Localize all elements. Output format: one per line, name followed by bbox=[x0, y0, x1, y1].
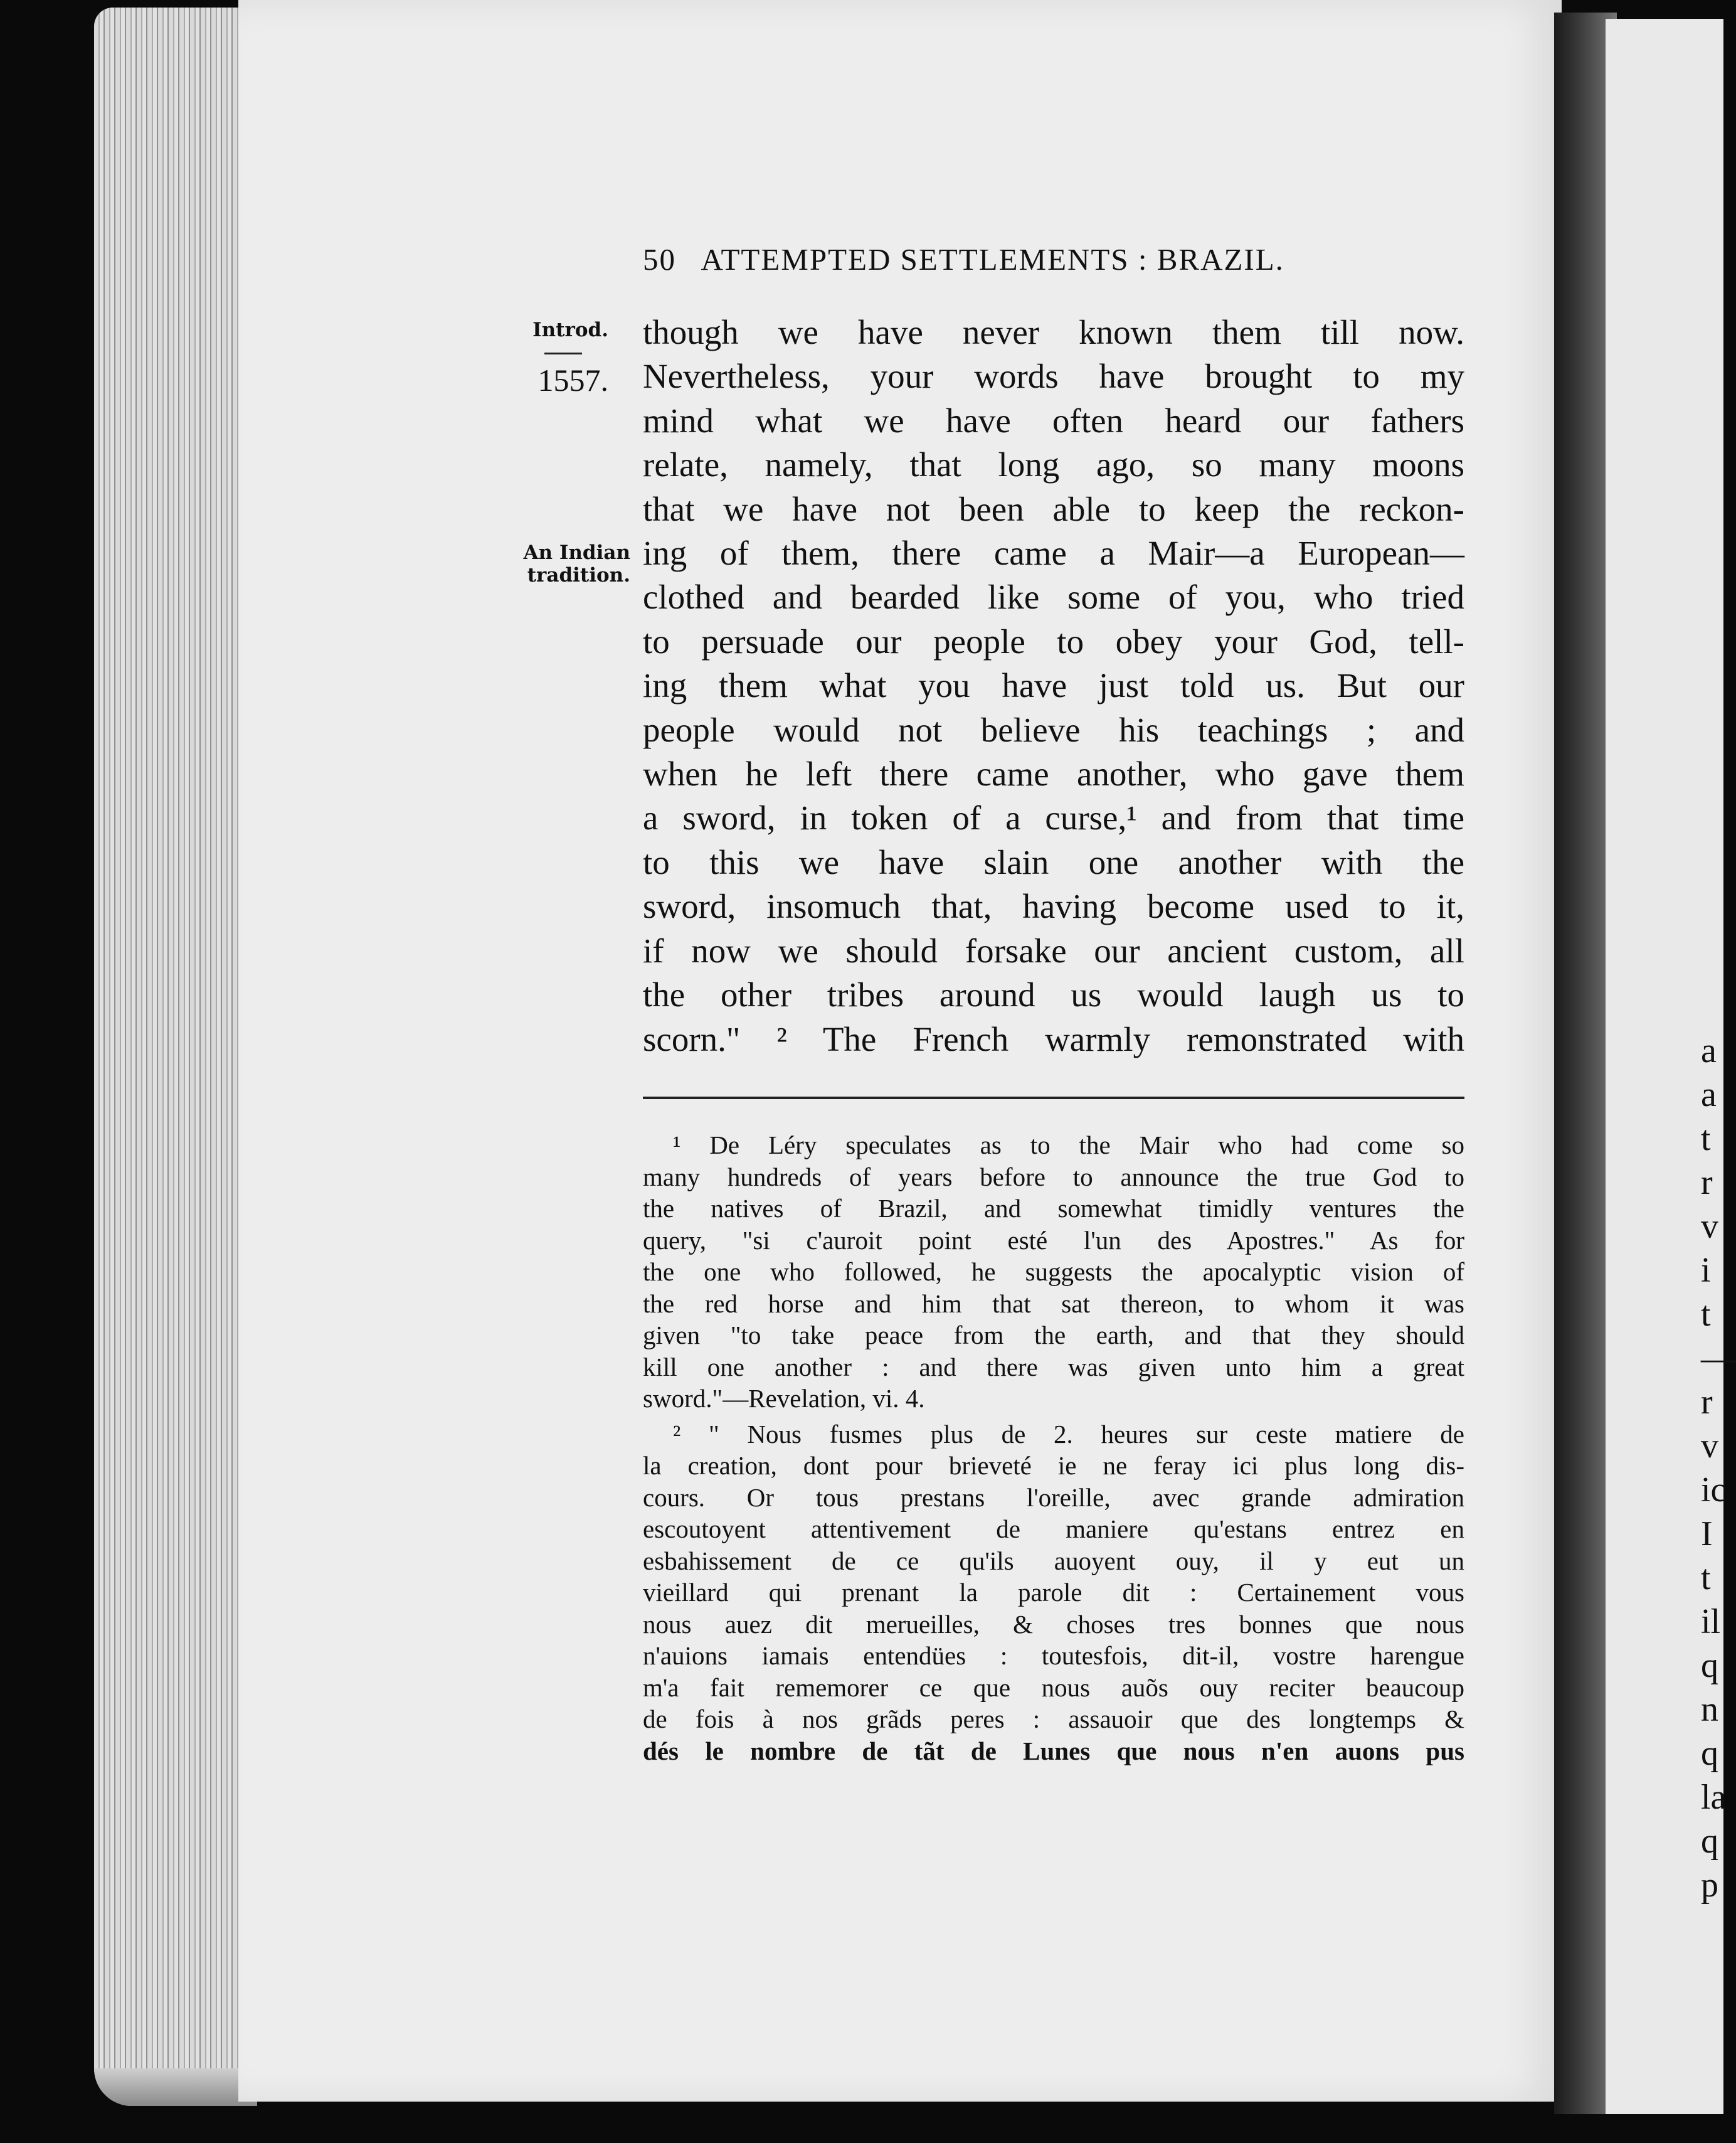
footnote-line: de fois à nos grãds peres : assauoir que des longtemps & bbox=[643, 1704, 1464, 1733]
margin-note-line: An Indian bbox=[523, 541, 630, 564]
footnote-line: query, "si c'auroit point esté l'un des Apostres." As for bbox=[643, 1225, 1464, 1255]
next-page-fragment: v bbox=[1701, 1207, 1718, 1246]
body-line: ing them what you have just told us. But our bbox=[643, 666, 1464, 705]
footnote-line: vieillard qui prenant la parole dit : Certainement vous bbox=[643, 1578, 1464, 1607]
footnote-line: escoutoyent attentivement de maniere qu'estans entrez en bbox=[643, 1514, 1464, 1543]
body-line: people would not believe his teachings ; and bbox=[643, 710, 1464, 749]
body-line: sword, insomuch that, having become used to it, bbox=[643, 887, 1464, 926]
next-page-fragment: la bbox=[1701, 1778, 1727, 1817]
next-page-fragment: ic bbox=[1701, 1470, 1727, 1509]
margin-rule bbox=[544, 353, 582, 354]
footnote-line: ² " Nous fusmes plus de 2. heures sur ceste matiere de bbox=[673, 1419, 1464, 1449]
margin-year: 1557. bbox=[537, 363, 608, 398]
next-page-fragment: t bbox=[1701, 1295, 1711, 1334]
page-edges bbox=[94, 8, 257, 2106]
footnote-line: esbahissement de ce qu'ils auoyent ouy, il y eut un bbox=[643, 1546, 1464, 1575]
footnotes bbox=[643, 1129, 1464, 1767]
footnote-line: sword."—Revelation, vi. 4. bbox=[643, 1384, 925, 1413]
footnote-line: dés le nombre de tãt de Lunes que nous n'en auons pus bbox=[643, 1736, 1464, 1765]
footnote-line: kill one another : and there was given unto him a great bbox=[643, 1352, 1464, 1381]
next-page-fragment: q bbox=[1701, 1646, 1718, 1685]
next-page-fragment: v bbox=[1701, 1427, 1718, 1465]
body-line: the other tribes around us would laugh us to bbox=[643, 976, 1464, 1014]
margin-note bbox=[489, 541, 630, 587]
body-line: clothed and bearded like some of you, who tried bbox=[643, 578, 1464, 617]
footnote-line: the one who followed, he suggests the apocalyptic vision of bbox=[643, 1257, 1464, 1286]
margin-introd: Introd. bbox=[532, 319, 608, 341]
next-page-fragment: il bbox=[1701, 1602, 1721, 1641]
next-page-fragment: I bbox=[1701, 1514, 1713, 1553]
page-number: 50 bbox=[643, 242, 676, 277]
footnote-2 bbox=[643, 1418, 1464, 1767]
running-title: ATTEMPTED SETTLEMENTS : BRAZIL. bbox=[701, 242, 1284, 277]
footnote-line: cours. Or tous prestans l'oreille, avec grande admiration bbox=[643, 1482, 1464, 1512]
next-page-fragment: i bbox=[1701, 1251, 1711, 1290]
body-line: if now we should forsake our ancient custom, all bbox=[643, 931, 1464, 970]
next-page-fragment: q bbox=[1701, 1734, 1718, 1773]
footnote-line: nous auez dit merueilles, & choses tres bonnes que nous bbox=[643, 1609, 1464, 1639]
body-line: to this we have slain one another with the bbox=[643, 843, 1464, 881]
next-page-fragment: t bbox=[1701, 1119, 1711, 1158]
body-line: mind what we have often heard our fathers bbox=[643, 401, 1464, 440]
body-line: ing of them, there came a Mair—a European— bbox=[643, 534, 1464, 573]
body-line: relate, namely, that long ago, so many moons bbox=[643, 445, 1464, 484]
next-page-fragment: a bbox=[1701, 1031, 1717, 1070]
body-line: though we have never known them till now. bbox=[643, 313, 1464, 351]
footnote-line: la creation, dont pour brieveté ie ne feray ici plus long dis- bbox=[643, 1451, 1464, 1480]
next-page-fragment: r bbox=[1701, 1163, 1713, 1202]
body-line: Nevertheless, your words have brought to my bbox=[643, 357, 1464, 396]
footnote-line: many hundreds of years before to announce the true God to bbox=[643, 1162, 1464, 1191]
footnote-1 bbox=[643, 1129, 1464, 1415]
next-page-fragment: p bbox=[1701, 1866, 1718, 1905]
running-header bbox=[643, 242, 1461, 277]
footnote-line: m'a fait rememorer ce que nous auõs ouy reciter beaucoup bbox=[643, 1672, 1464, 1702]
footnote-line: n'auions iamais entendües : toutesfois, dit-il, vostre harengue bbox=[643, 1641, 1464, 1670]
footnote-rule bbox=[643, 1097, 1464, 1099]
footnote-line: given "to take peace from the earth, and that they should bbox=[643, 1321, 1464, 1349]
next-page-fragment: — bbox=[1701, 1339, 1736, 1378]
body-text bbox=[643, 311, 1464, 1061]
footnote-line: ¹ De Léry speculates as to the Mair who had come so bbox=[673, 1130, 1464, 1159]
body-line: scorn." ² The French warmly remonstrated with bbox=[643, 1019, 1464, 1058]
footnote-line: the natives of Brazil, and somewhat timidly ventures the bbox=[643, 1194, 1464, 1223]
body-line: to persuade our people to obey your God, tell- bbox=[643, 622, 1464, 661]
next-page-fragment: a bbox=[1701, 1075, 1717, 1114]
next-page-fragments bbox=[1701, 1029, 1736, 1907]
next-page-fragment: t bbox=[1701, 1558, 1711, 1597]
body-line: that we have not been able to keep the reckon- bbox=[643, 489, 1464, 528]
body-line: when he left there came another, who gave them bbox=[643, 755, 1464, 794]
footnote-line: the red horse and him that sat thereon, to whom it was bbox=[643, 1289, 1464, 1318]
body-line: a sword, in token of a curse,¹ and from that time bbox=[643, 799, 1464, 838]
next-page-fragment: r bbox=[1701, 1383, 1713, 1422]
next-page-fragment: n bbox=[1701, 1690, 1718, 1729]
margin-note-line: tradition. bbox=[527, 564, 630, 587]
next-page-fragment: q bbox=[1701, 1822, 1718, 1861]
